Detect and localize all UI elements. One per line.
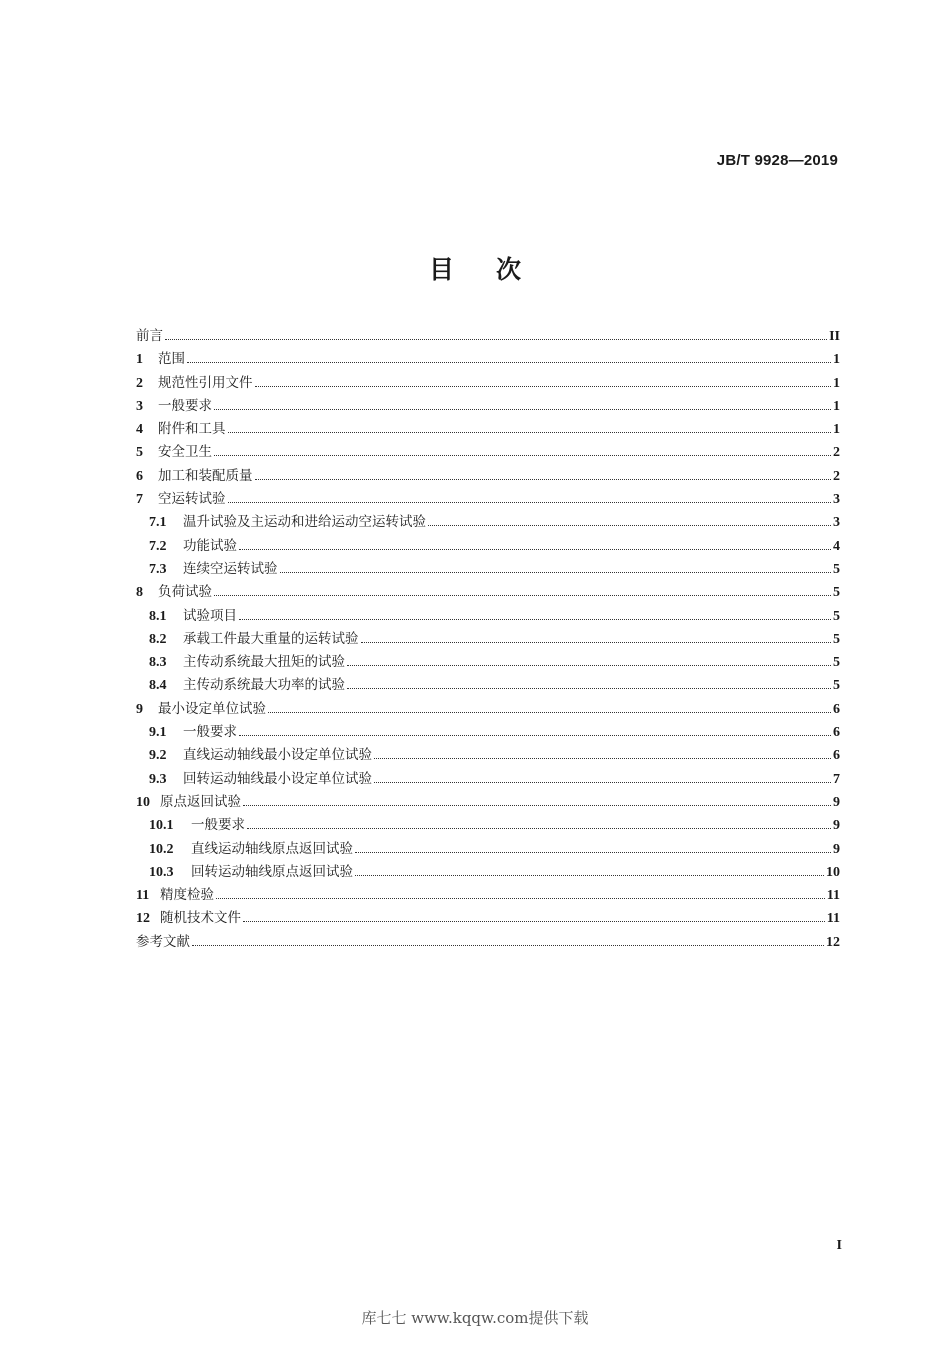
toc-entry-page: 1: [833, 398, 840, 414]
toc-leader-dots: [347, 664, 831, 666]
toc-entry-number: 12: [136, 911, 150, 927]
toc-entry-number: 10.2: [149, 841, 174, 857]
toc-entry-page: 1: [833, 375, 840, 391]
toc-entry-page: 6: [833, 748, 840, 764]
toc-entry[interactable]: [136, 651, 840, 674]
toc-entry-number: 6: [136, 468, 143, 484]
toc-entry-page: 9: [833, 818, 840, 834]
toc-entry[interactable]: [136, 907, 840, 930]
toc-entry-label: 试验项目: [183, 607, 237, 624]
toc-entry[interactable]: [136, 931, 840, 954]
toc-entry[interactable]: [136, 511, 840, 534]
toc-entry-number: 1: [136, 352, 143, 368]
toc-entry-label: 主传动系统最大功率的试验: [183, 677, 345, 694]
toc-entry-number: 7.1: [149, 515, 167, 531]
toc-leader-dots: [355, 851, 831, 853]
toc-leader-dots: [347, 687, 831, 689]
toc-title-char-2: 次: [496, 255, 522, 284]
toc-entry[interactable]: [136, 535, 840, 558]
toc-entry-label: 前言: [136, 328, 163, 344]
toc-entry-page: 5: [833, 561, 840, 577]
toc-entry-label: 一般要求: [191, 817, 245, 834]
page-number: I: [836, 1238, 842, 1253]
toc-leader-dots: [374, 781, 831, 783]
toc-entry[interactable]: [136, 628, 840, 651]
toc-entry-label: 直线运动轴线最小设定单位试验: [183, 747, 372, 764]
toc-entry-number: 8.4: [149, 678, 167, 694]
toc-entry[interactable]: [136, 605, 840, 628]
toc-entry-number: 9.3: [149, 771, 167, 787]
toc-entry[interactable]: [136, 674, 840, 697]
toc-entry[interactable]: [136, 768, 840, 791]
toc-entry-page: 1: [833, 422, 840, 438]
toc-entry[interactable]: [136, 441, 840, 464]
toc-entry-page: 12: [826, 934, 840, 950]
toc-entry-page: 9: [833, 794, 840, 810]
toc-entry[interactable]: [136, 325, 840, 348]
toc-entry-label: 一般要求: [158, 397, 212, 414]
toc-leader-dots: [214, 408, 831, 410]
toc-entry-number: 9.1: [149, 725, 167, 741]
toc-entry-number: 11: [136, 888, 150, 904]
toc-leader-dots: [187, 361, 831, 363]
toc-entry-page: 9: [833, 841, 840, 857]
toc-leader-dots: [214, 594, 831, 596]
toc-entry-label: 安全卫生: [158, 444, 212, 461]
toc-entry-number: 10.1: [149, 818, 174, 834]
toc-entry-number: 9.2: [149, 748, 167, 764]
toc-entry-number: 9: [136, 701, 143, 717]
toc-entry-page: 5: [833, 678, 840, 694]
toc-leader-dots: [239, 734, 831, 736]
standard-code: JB/T 9928—2019: [716, 152, 838, 169]
toc-entry-label: 回转运动轴线原点返回试验: [191, 863, 353, 880]
toc-entry-number: 7: [136, 492, 143, 508]
toc-entry-label: 负荷试验: [158, 584, 212, 601]
toc-entry-label: 精度检验: [160, 887, 214, 904]
toc-leader-dots: [355, 874, 824, 876]
toc-entry[interactable]: [136, 395, 840, 418]
toc-entry[interactable]: [136, 791, 840, 814]
toc-entry-page: II: [829, 329, 840, 344]
toc-entry[interactable]: [136, 418, 840, 441]
toc-title-char-1: 目: [428, 255, 454, 284]
toc-entry[interactable]: [136, 884, 840, 907]
toc-entry-number: 7.2: [149, 538, 167, 554]
toc-entry-page: 6: [833, 725, 840, 741]
toc-entry-number: 8.2: [149, 631, 167, 647]
toc-entry-label: 承载工件最大重量的运转试验: [183, 630, 359, 647]
toc-leader-dots: [165, 338, 827, 340]
toc-entry-label: 参考文献: [136, 933, 190, 950]
toc-entry-label: 空运转试验: [158, 491, 226, 508]
toc-entry-label: 直线运动轴线原点返回试验: [191, 840, 353, 857]
toc-leader-dots: [247, 827, 831, 829]
toc-entry-number: 10: [136, 794, 150, 810]
toc-entry-page: 5: [833, 608, 840, 624]
toc-entry-label: 加工和装配质量: [158, 467, 253, 484]
toc-entry-number: 8.3: [149, 655, 167, 671]
toc-entry-number: 7.3: [149, 561, 167, 577]
toc-entry[interactable]: [136, 488, 840, 511]
toc-entry[interactable]: [136, 744, 840, 767]
toc-entry[interactable]: [136, 558, 840, 581]
toc-leader-dots: [228, 501, 832, 503]
toc-entry[interactable]: [136, 465, 840, 488]
toc-entry-label: 原点返回试验: [160, 793, 241, 810]
toc-entry-page: 3: [833, 515, 840, 531]
toc-leader-dots: [239, 548, 831, 550]
toc-entry-number: 5: [136, 445, 143, 461]
toc-entry-page: 6: [833, 701, 840, 717]
toc-entry-label: 附件和工具: [158, 421, 226, 438]
toc-leader-dots: [428, 524, 831, 526]
toc-entry-page: 11: [826, 888, 840, 904]
toc-entry-page: 2: [833, 468, 840, 484]
toc-leader-dots: [374, 757, 831, 759]
toc-leader-dots: [243, 920, 825, 922]
toc-leader-dots: [192, 944, 824, 946]
toc-leader-dots: [268, 711, 831, 713]
toc-entry-page: 11: [826, 911, 840, 927]
toc-leader-dots: [216, 897, 825, 899]
toc-entry-label: 一般要求: [183, 724, 237, 741]
toc-entry[interactable]: [136, 698, 840, 721]
toc-leader-dots: [243, 804, 831, 806]
toc-leader-dots: [255, 385, 832, 387]
table-of-contents: [136, 325, 840, 954]
toc-entry-label: 随机技术文件: [160, 910, 241, 927]
toc-entry-label: 回转运动轴线最小设定单位试验: [183, 770, 372, 787]
toc-entry[interactable]: [136, 372, 840, 395]
toc-entry-label: 连续空运转试验: [183, 560, 278, 577]
toc-entry-page: 5: [833, 631, 840, 647]
toc-entry-number: 4: [136, 422, 143, 438]
toc-entry-label: 范围: [158, 351, 185, 368]
toc-entry-number: 3: [136, 398, 143, 414]
toc-leader-dots: [280, 571, 832, 573]
toc-entry-number: 8: [136, 585, 143, 601]
toc-title: [0, 250, 950, 286]
toc-entry-label: 功能试验: [183, 537, 237, 554]
toc-entry-page: 5: [833, 585, 840, 601]
toc-entry-number: 10.3: [149, 864, 174, 880]
toc-entry-page: 2: [833, 445, 840, 461]
toc-entry-label: 温升试验及主运动和进给运动空运转试验: [183, 514, 426, 531]
toc-entry-page: 4: [833, 538, 840, 554]
toc-entry-page: 7: [833, 771, 840, 787]
toc-leader-dots: [239, 618, 831, 620]
toc-entry-page: 3: [833, 492, 840, 508]
toc-entry-page: 1: [833, 352, 840, 368]
toc-entry[interactable]: [136, 721, 840, 744]
toc-leader-dots: [255, 478, 832, 480]
toc-entry-page: 5: [833, 655, 840, 671]
toc-entry[interactable]: [136, 348, 840, 371]
toc-entry[interactable]: [136, 814, 840, 837]
toc-entry-page: 10: [826, 864, 840, 880]
toc-entry[interactable]: [136, 861, 840, 884]
toc-entry-number: 2: [136, 375, 143, 391]
footer-watermark: 库七七 www.kqqw.com提供下载: [361, 1309, 589, 1327]
toc-entry[interactable]: [136, 581, 840, 604]
toc-leader-dots: [228, 431, 832, 433]
toc-entry-label: 规范性引用文件: [158, 374, 253, 391]
toc-entry-label: 主传动系统最大扭矩的试验: [183, 654, 345, 671]
toc-entry-number: 8.1: [149, 608, 167, 624]
toc-leader-dots: [214, 454, 831, 456]
toc-leader-dots: [361, 641, 832, 643]
toc-entry-label: 最小设定单位试验: [158, 700, 266, 717]
toc-entry[interactable]: [136, 838, 840, 861]
